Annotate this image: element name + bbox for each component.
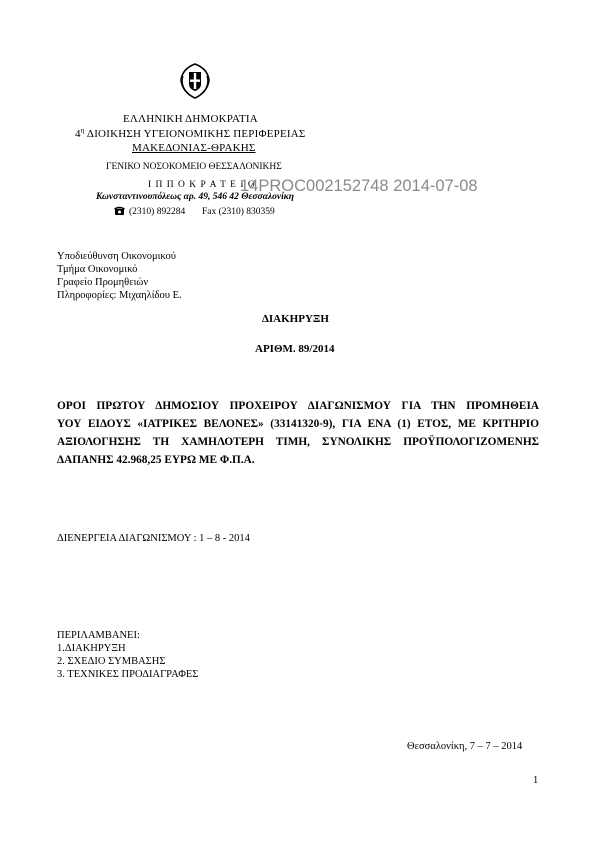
directorate-name: ΔΙΟΙΚΗΣΗ ΥΓΕΙΟΝΟΜΙΚΗΣ ΠΕΡΙΦΕΡΕΙΑΣ <box>86 128 306 140</box>
contact-line <box>114 206 275 217</box>
page-number: 1 <box>533 775 539 786</box>
republic-heading: ΕΛΛΗΝΙΚΗ ΔΗΜΟΚΡΑΤΙΑ <box>123 113 258 125</box>
document-number: ΑΡΙΘΜ. 89/2014 <box>255 343 335 355</box>
region-heading: ΜΑΚΕΔΟΝΙΑΣ-ΘΡΑΚΗΣ <box>132 142 256 154</box>
department-block <box>57 250 182 302</box>
hospital-address: Κωνσταντινουπόλεως αρ. 49, 546 42 Θεσσαλονίκη <box>96 192 295 202</box>
health-directorate-heading <box>75 128 306 140</box>
tender-terms-paragraph <box>57 397 539 469</box>
includes-item: 2. ΣΧΕΔΙΟ ΣΥΜΒΑΣΗΣ <box>57 656 166 667</box>
hospital-heading: ΓΕΝΙΚΟ ΝΟΣΟΚΟΜΕΙΟ ΘΕΣΣΑΛΟΝΙΚΗΣ <box>106 162 282 172</box>
terms-line: ΔΑΠΑΝΗΣ 42.968,25 ΕΥΡΩ ΜΕ Φ.Π.Α. <box>57 454 255 466</box>
department-line: Υποδιεύθυνση Οικονομικού <box>57 251 176 262</box>
directorate-number: 4 <box>75 128 81 140</box>
terms-line: ΟΡΟΙ ΠΡΩΤΟΥ ΔΗΜΟΣΙΟΥ ΠΡΟΧΕΙΡΟΥ ΔΙΑΓΩΝΙΣΜΟΥ ΓΙΑ ΤΗΝ ΠΡΟΜΗΘΕΙΑ <box>57 400 539 412</box>
registry-stamp: 14PROC002152748 2014-07-08 <box>240 177 478 195</box>
includes-item: 3. ΤΕΧΝΙΚΕΣ ΠΡΟΔΙΑΓΡΑΦΕΣ <box>57 669 199 680</box>
fax-number: Fax (2310) 830359 <box>201 207 275 217</box>
includes-item: 1.ΔΙΑΚΗΡΥΞΗ <box>57 643 126 654</box>
department-line: Τμήμα Οικονομικό <box>57 264 138 275</box>
department-line: Πληροφορίες: Μιχαηλίδου Ε. <box>57 290 182 301</box>
document-title: ΔΙΑΚΗΡΥΞΗ <box>262 313 329 325</box>
terms-line: ΑΞΙΟΛΟΓΗΣΗΣ ΤΗ ΧΑΜΗΛΟΤΕΡΗ ΤΙΜΗ, ΣΥΝΟΛΙΚΗΣ ΠΡΟΫΠΟΛΟΓΙΖΟΜΕΝΗΣ <box>57 436 539 448</box>
includes-list <box>57 629 198 681</box>
place-and-date: Θεσσαλονίκη, 7 – 7 – 2014 <box>407 741 523 752</box>
includes-heading: ΠΕΡΙΛΑΜΒΑΝΕΙ: <box>57 630 140 641</box>
directorate-ordinal-suffix: η <box>80 126 85 135</box>
tender-date: ΔΙΕΝΕΡΓΕΙΑ ΔΙΑΓΩΝΙΣΜΟΥ : 1 – 8 - 2014 <box>57 533 250 544</box>
department-line: Γραφείο Προμηθειών <box>57 277 149 288</box>
greek-coat-of-arms-emblem <box>178 62 212 100</box>
hospital-name: Ι Π Π Ο Κ Ρ Α Τ Ε Ι Ο <box>148 180 256 190</box>
telephone-icon <box>114 206 125 215</box>
terms-line: ΥΟΥ ΕΙΔΟΥΣ «ΙΑΤΡΙΚΕΣ ΒΕΛΟΝΕΣ» (33141320-9), ΓΙΑ ΕΝΑ (1) ΕΤΟΣ, ΜΕ ΚΡΙΤΗΡΙΟ <box>57 418 539 430</box>
phone-number: (2310) 892284 <box>129 207 186 217</box>
